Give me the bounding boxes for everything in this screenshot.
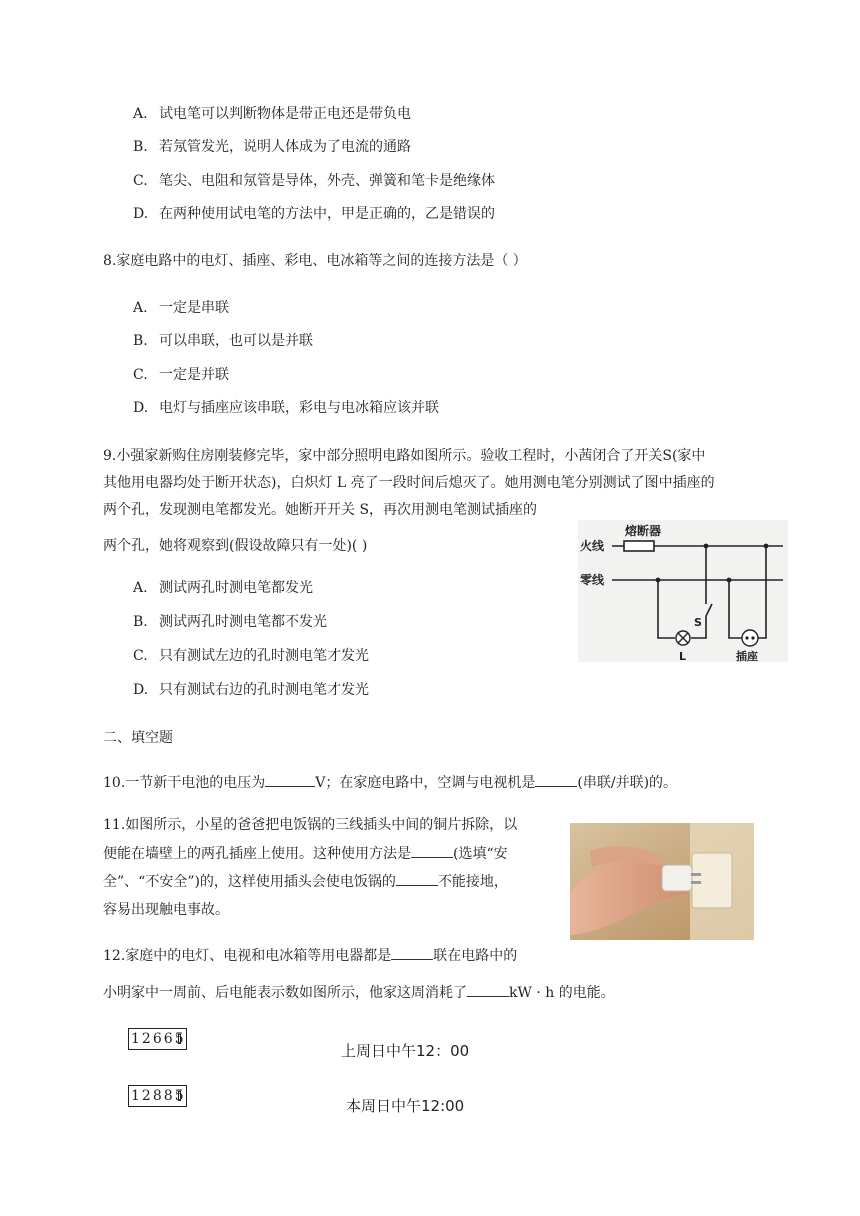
meter-before-digit: 1	[131, 1031, 140, 1047]
q11-blank-1[interactable]	[411, 843, 453, 858]
q8-option-c: C. 一定是并联	[133, 367, 229, 383]
q9-stem-line3: 两个孔，发现测电笔都发光。她断开开关 S，再次用测电笔测试插座的	[103, 502, 538, 518]
q9-stem-line1: 9.小强家新购住房刚装修完毕，家中部分照明电路如图所示。验收工程时，小茜闭合了开关S(家中	[103, 448, 706, 464]
q7-option-d: D. 在两种使用试电笔的方法中，甲是正确的，乙是错误的	[133, 206, 495, 222]
q7-option-a: A. 试电笔可以判断物体是带正电还是带负电	[133, 106, 411, 122]
q11-line4: 容易出现触电事故。	[103, 902, 229, 918]
q10: 10.一节新干电池的电压为 V；在家庭电路中，空调与电视机是 (串联/并联)的。	[103, 772, 677, 793]
q9-option-d: D. 只有测试右边的孔时测电笔才发光	[133, 682, 369, 698]
q8-option-b: B. 可以串联，也可以是并联	[133, 333, 313, 349]
q9-stem-line4: 两个孔，她将观察到(假设故障只有一处)( )	[103, 538, 368, 554]
meter-after	[128, 1085, 187, 1107]
meter-after-decimal-digit: 5	[174, 1088, 184, 1104]
meter-after-digit: 8	[152, 1088, 162, 1104]
lamp-symbol	[676, 631, 690, 645]
q8-option-a: A. 一定是串联	[133, 300, 229, 316]
q9-option-a: A. 测试两孔时测电笔都发光	[133, 580, 313, 596]
meter-after-digit: 2	[141, 1088, 151, 1104]
q12-line2: 小明家中一周前、后电能表示数如图所示，他家这周消耗了 kW · h 的电能。	[103, 982, 615, 1003]
switch-label: S	[694, 616, 702, 629]
fuse-label: 熔断器	[625, 524, 662, 538]
meter-before-digit: 2	[141, 1031, 151, 1047]
q10-blank-2[interactable]	[535, 772, 577, 787]
q11-blank-2[interactable]	[396, 871, 438, 886]
plug-photo	[570, 823, 754, 940]
meter-before-label: 上周日中午12：00	[341, 1042, 470, 1060]
section-heading: 二、填空题	[103, 730, 173, 746]
q9-option-b: B. 测试两孔时测电笔都不发光	[133, 614, 327, 630]
q11-line2: 便能在墙壁上的两孔插座上使用。这种使用方法是 (选填“安	[103, 843, 508, 864]
socket-label: 插座	[736, 650, 758, 662]
circuit-diagram	[578, 520, 788, 662]
q9-option-c: C. 只有测试左边的孔时测电笔才发光	[133, 648, 369, 664]
q11-line1: 11.如图所示，小星的爸爸把电饭锅的三线插头中间的铜片拆除，以	[103, 817, 518, 833]
q7-option-c: C. 笔尖、电阻和氖管是导体，外壳、弹簧和笔卡是绝缘体	[133, 173, 495, 189]
q12-line1: 12.家庭中的电灯、电视和电冰箱等用电器都是 联在电路中的	[103, 945, 517, 966]
meter-before	[128, 1028, 187, 1050]
q9-stem-line2: 其他用电器均处于断开状态)，白炽灯 L 亮了一段时间后熄灭了。她用测电笔分别测试了图中插座的	[103, 475, 715, 491]
meter-after-digit: 8	[163, 1088, 173, 1104]
neutral-wire-label: 零线	[580, 573, 605, 587]
meter-after-label: 本周日中午12:00	[346, 1097, 465, 1115]
q12-blank-2[interactable]	[467, 982, 509, 997]
lamp-label: L	[679, 650, 687, 662]
q10-blank-1[interactable]	[265, 772, 315, 787]
live-wire-label: 火线	[580, 539, 605, 553]
meter-after-digit: 1	[131, 1088, 140, 1104]
q7-option-b: B. 若氖管发光，说明人体成为了电流的通路	[133, 139, 411, 155]
q12-blank-1[interactable]	[391, 945, 433, 960]
meter-before-decimal-digit: 5	[174, 1031, 184, 1047]
q8-stem: 8.家庭电路中的电灯、插座、彩电、电冰箱等之间的连接方法是（ ）	[103, 253, 527, 269]
q8-option-d: D. 电灯与插座应该串联，彩电与电冰箱应该并联	[133, 400, 439, 416]
meter-before-digit: 6	[152, 1031, 162, 1047]
meter-before-digit: 6	[163, 1031, 173, 1047]
socket-symbol	[742, 630, 758, 646]
q11-line3: 全”、“不安全”)的，这样使用插头会使电饭锅的 不能接地，	[103, 871, 508, 892]
